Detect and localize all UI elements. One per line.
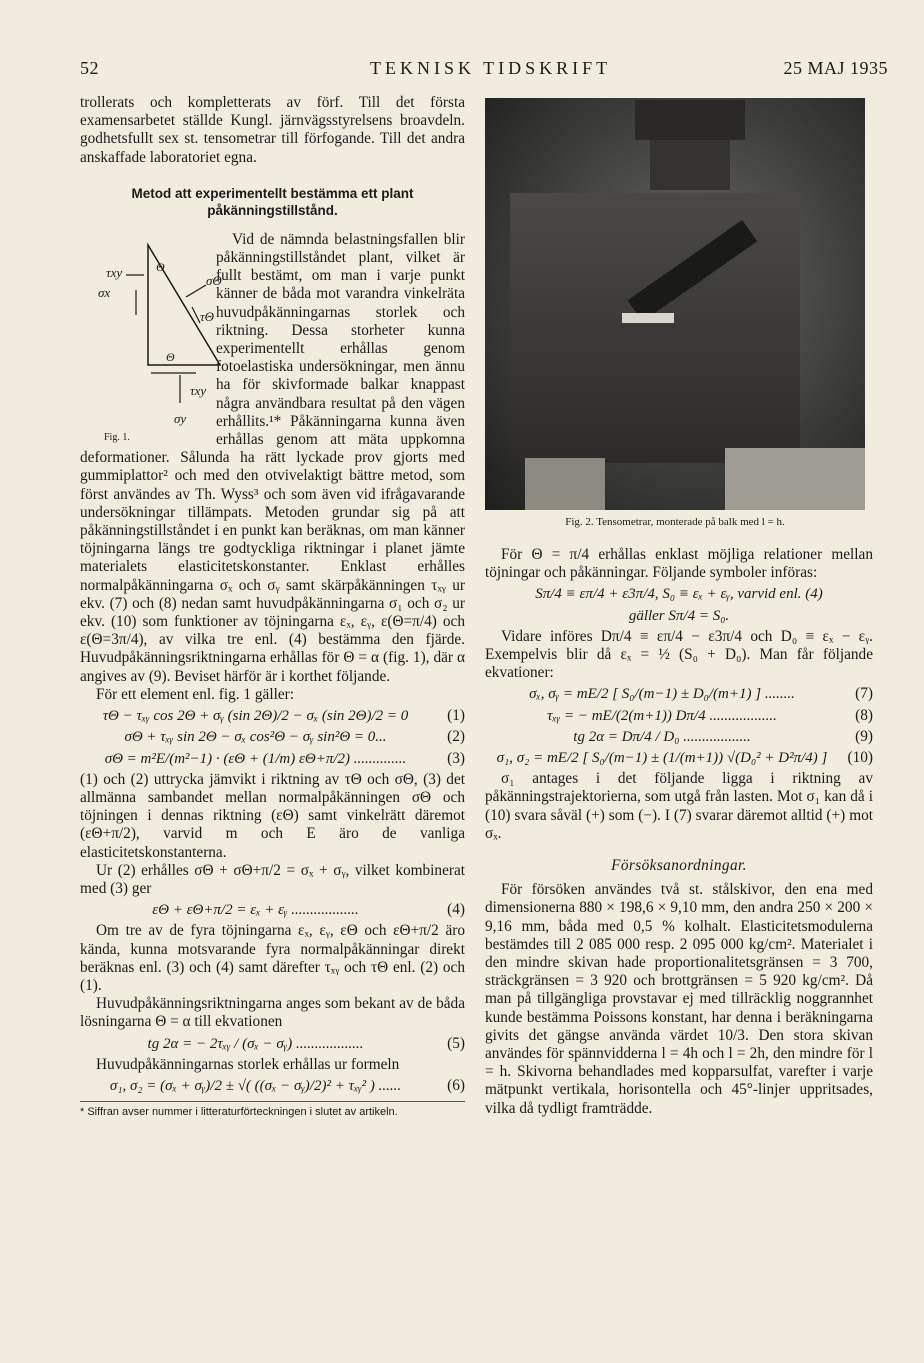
paragraph: (1) och (2) uttrycka jämvikt i riktning av τΘ och σΘ, (3) det allmänna sambandet mellan normalpåkänningen σΘ och töjningen i dennas riktning (εΘ) samt vinkelrätt däremot (εΘ+π/2), varvid m och E äro de vanliga elasticitetskonstanterna.: [80, 770, 465, 861]
load-block: [650, 140, 730, 190]
equation-3: σΘ = m²E/(m²−1) · (εΘ + (1/m) εΘ+π/2) .............. (3): [104, 749, 465, 767]
load-block: [635, 100, 745, 140]
paragraph: Vidare införes Dπ/4 ≡ επ/4 − ε3π/4 och D₀ ≡ εₓ − εᵧ. Exempelvis blir då εₓ = ½ (S₀ + D₀). Man får följande ekvationer:: [485, 627, 873, 682]
page-number: 52: [80, 58, 99, 78]
figure-2-caption: Fig. 2. Tensometrar, monterade på balk med l = h.: [565, 516, 785, 528]
figure-1: [80, 235, 222, 445]
paragraph-text: Vid de nämnda belastningsfallen blir påkänningstillståndet plant, vilket är fullt bestämt, om man i varje punkt känner de båda mot varandra vinkelräta huvudpåkänningarnas storlek och riktning. Dessa storheter kunna experimentellt erhållas genom fotoelastiska undersökningar, men ännu ha för skivformade balkar knappast några användbara resultat på den vägen erhållits.¹* Påkänningarna kunna även erhållas genom att mäta uppkomna deformationer. Sålunda ha rätt lyckade prov gjorts med gummiplattor² och med den otvivelaktigt bättre metod, som först användes av Th. Wyss³ och som även vid ifrågavarande undersökningar tillämpats. Metoden grundar sig på att påkänningstillståndet i en punkt kan beräknas, om man känner töjningarna längs tre godtyckliga riktningar i planet jämte materialets elasticitetskonstanter. Enklast erhålles normalpåkänningarna σₓ och σᵧ samt skärpåkänningen τₓᵧ ur ekv. (7) och (8) nedan samt huvudpåkänningarna σ₁ och σ₂ ur ekv. (10) som funktioner av töjningarna εₓ, εᵧ, ε(Θ=π/4) och ε(Θ=3π/4), av vilka tre enl. (4) bestämma den fjärde. Huvudpåkänningsriktningarna erhållas för Θ = α (fig. 1), där α angives av (9). Beviset härför är i korthet följande.: [80, 230, 465, 685]
figure-2-photo: [485, 98, 865, 510]
footnote: * Siffran avser nummer i litteraturförteckningen i slutet av artikeln.: [80, 1101, 465, 1119]
steel-plate: [510, 193, 800, 463]
svg-text:Θ: Θ: [166, 349, 175, 364]
equation-5: tg 2α = − 2τₓᵧ / (σₓ − σᵧ) .................. (5): [147, 1034, 465, 1052]
paragraph: För Θ = π/4 erhållas enklast möjliga relationer mellan töjningar och påkänningar. Följande symboler införas:: [485, 546, 873, 582]
paragraph: [80, 231, 465, 686]
equation-6: σ₁, σ₂ = (σₓ + σᵧ)/2 ± √( ((σₓ − σᵧ)/2)² + τₓᵧ² ) ...... (6): [109, 1076, 465, 1094]
svg-text:σy: σy: [174, 410, 187, 426]
running-header: [80, 58, 888, 82]
section-heading: Metod att experimentellt bestämma ett plant påkänningstillstånd.: [131, 185, 414, 218]
definition-b: gäller Sπ/4 = S₀.: [628, 607, 730, 624]
paragraph: trollerats och kompletterats av förf. Till det första examensarbetet ställde Kungl. järnvägsstyrelsens broavdeln. godhetsfullt sex st. tensometrar till förfogande. Till det andra anskaffade laboratoriet egna.: [80, 94, 465, 166]
paragraph: σ₁ antages i det följande ligga i riktning av påkänningstrajektorierna, som utgå från lasten. Mot σ₁ kan då i (10) svara såväl (+) som (−). I (7) svarar däremot alltid (+) mot σₓ.: [485, 770, 873, 842]
tensometer-clip: [622, 313, 674, 323]
paragraph: Huvudpåkänningarnas storlek erhållas ur formeln: [96, 1055, 400, 1073]
stress-element-diagram: [96, 235, 226, 445]
svg-text:τxy: τxy: [190, 382, 207, 398]
svg-text:τxy: τxy: [106, 264, 123, 280]
svg-text:Θ: Θ: [156, 259, 165, 274]
left-column: [80, 94, 465, 1119]
equation-7: σₓ, σᵧ = mE/2 [ S₀/(m−1) ± D₀/(m+1) ] ........ (7): [529, 685, 873, 703]
paragraph: För ett element enl. fig. 1 gäller:: [96, 685, 294, 703]
paragraph: Huvudpåkänningsriktningarna anges som bekant av de båda lösningarna Θ = α till ekvationen: [80, 995, 465, 1031]
svg-text:τΘ: τΘ: [200, 308, 215, 324]
svg-text:σΘ: σΘ: [206, 272, 222, 288]
equation-1: τΘ − τₓᵧ cos 2Θ + σᵧ (sin 2Θ)/2 − σₓ (sin 2Θ)/2 = 0 (1): [102, 707, 465, 725]
svg-text:σx: σx: [98, 284, 111, 300]
equation-4: εΘ + εΘ+π/2 = εₓ + εᵧ .................. (4): [152, 901, 465, 919]
equation-2: σΘ + τₓᵧ sin 2Θ − σₓ cos²Θ − σᵧ sin²Θ = 0... (2): [124, 728, 465, 746]
equation-10: σ₁, σ₂ = mE/2 [ S₀/(m−1) ± (1/(m+1)) √(D₀² + D²π/4) ] (10): [496, 749, 873, 767]
paragraph: Om tre av de fyra töjningarna εₓ, εᵧ, εΘ och εΘ+π/2 äro kända, kunna motsvarande fyra normalpåkänningar direkt beräknas enl. (3) och (4) samt därefter τₓᵧ och τΘ enl. (2) och (1).: [80, 922, 465, 994]
paragraph: Ur (2) erhålles σΘ + σΘ+π/2 = σₓ + σᵧ, vilket kombinerat med (3) ger: [80, 861, 465, 897]
support-block: [725, 448, 865, 510]
definition-a: Sπ/4 ≡ επ/4 + ε3π/4, S₀ ≡ εₓ + εᵧ, varvid enl. (4): [535, 586, 823, 603]
equation-8: τₓᵧ = − mE/(2(m+1)) Dπ/4 .................. (8): [547, 706, 873, 724]
issue-date: 25 MAJ 1935: [783, 58, 888, 78]
section-heading: Försöksanordningar.: [611, 857, 747, 875]
journal-title: TEKNISK TIDSKRIFT: [370, 58, 612, 78]
equation-9: tg 2α = Dπ/4 / D₀ .................. (9): [573, 727, 873, 745]
right-column: [485, 546, 873, 1118]
support-block: [525, 458, 605, 510]
paragraph: För försöken användes två st. stålskivor, den ena med dimensionerna 880 × 198,6 × 9,10 mm, den andra 250 × 200 × 9,16 mm, båda med 0,5 % kolhalt. Elasticitetsmodulerna bestämdes till 2 085 000 resp. 2 095 000 kg/cm². Materialet i den mindre skivan hade proportionalitetsgränsen = 3 700, sträckgränsen = 3 920 och brottgränsen = 5 920 kg/cm². Då man på tillgängliga provstavar ej med tillräcklig noggrannhet kunde bestämma Poissons konstant, har denna i beräkningarna givits det gängse använda värdet 10/3. Den stora skivan användes för spännvidderna l = 4h och l = 2h, den mindre för l = h. Skivorna behandlades med kopparsulfat, varefter i varje mätpunkt vertikala, horisontella och 45°-linjer uppritsades, vilka då tydligt framträdde.: [485, 881, 873, 1117]
figure-1-caption: Fig. 1.: [104, 431, 130, 443]
